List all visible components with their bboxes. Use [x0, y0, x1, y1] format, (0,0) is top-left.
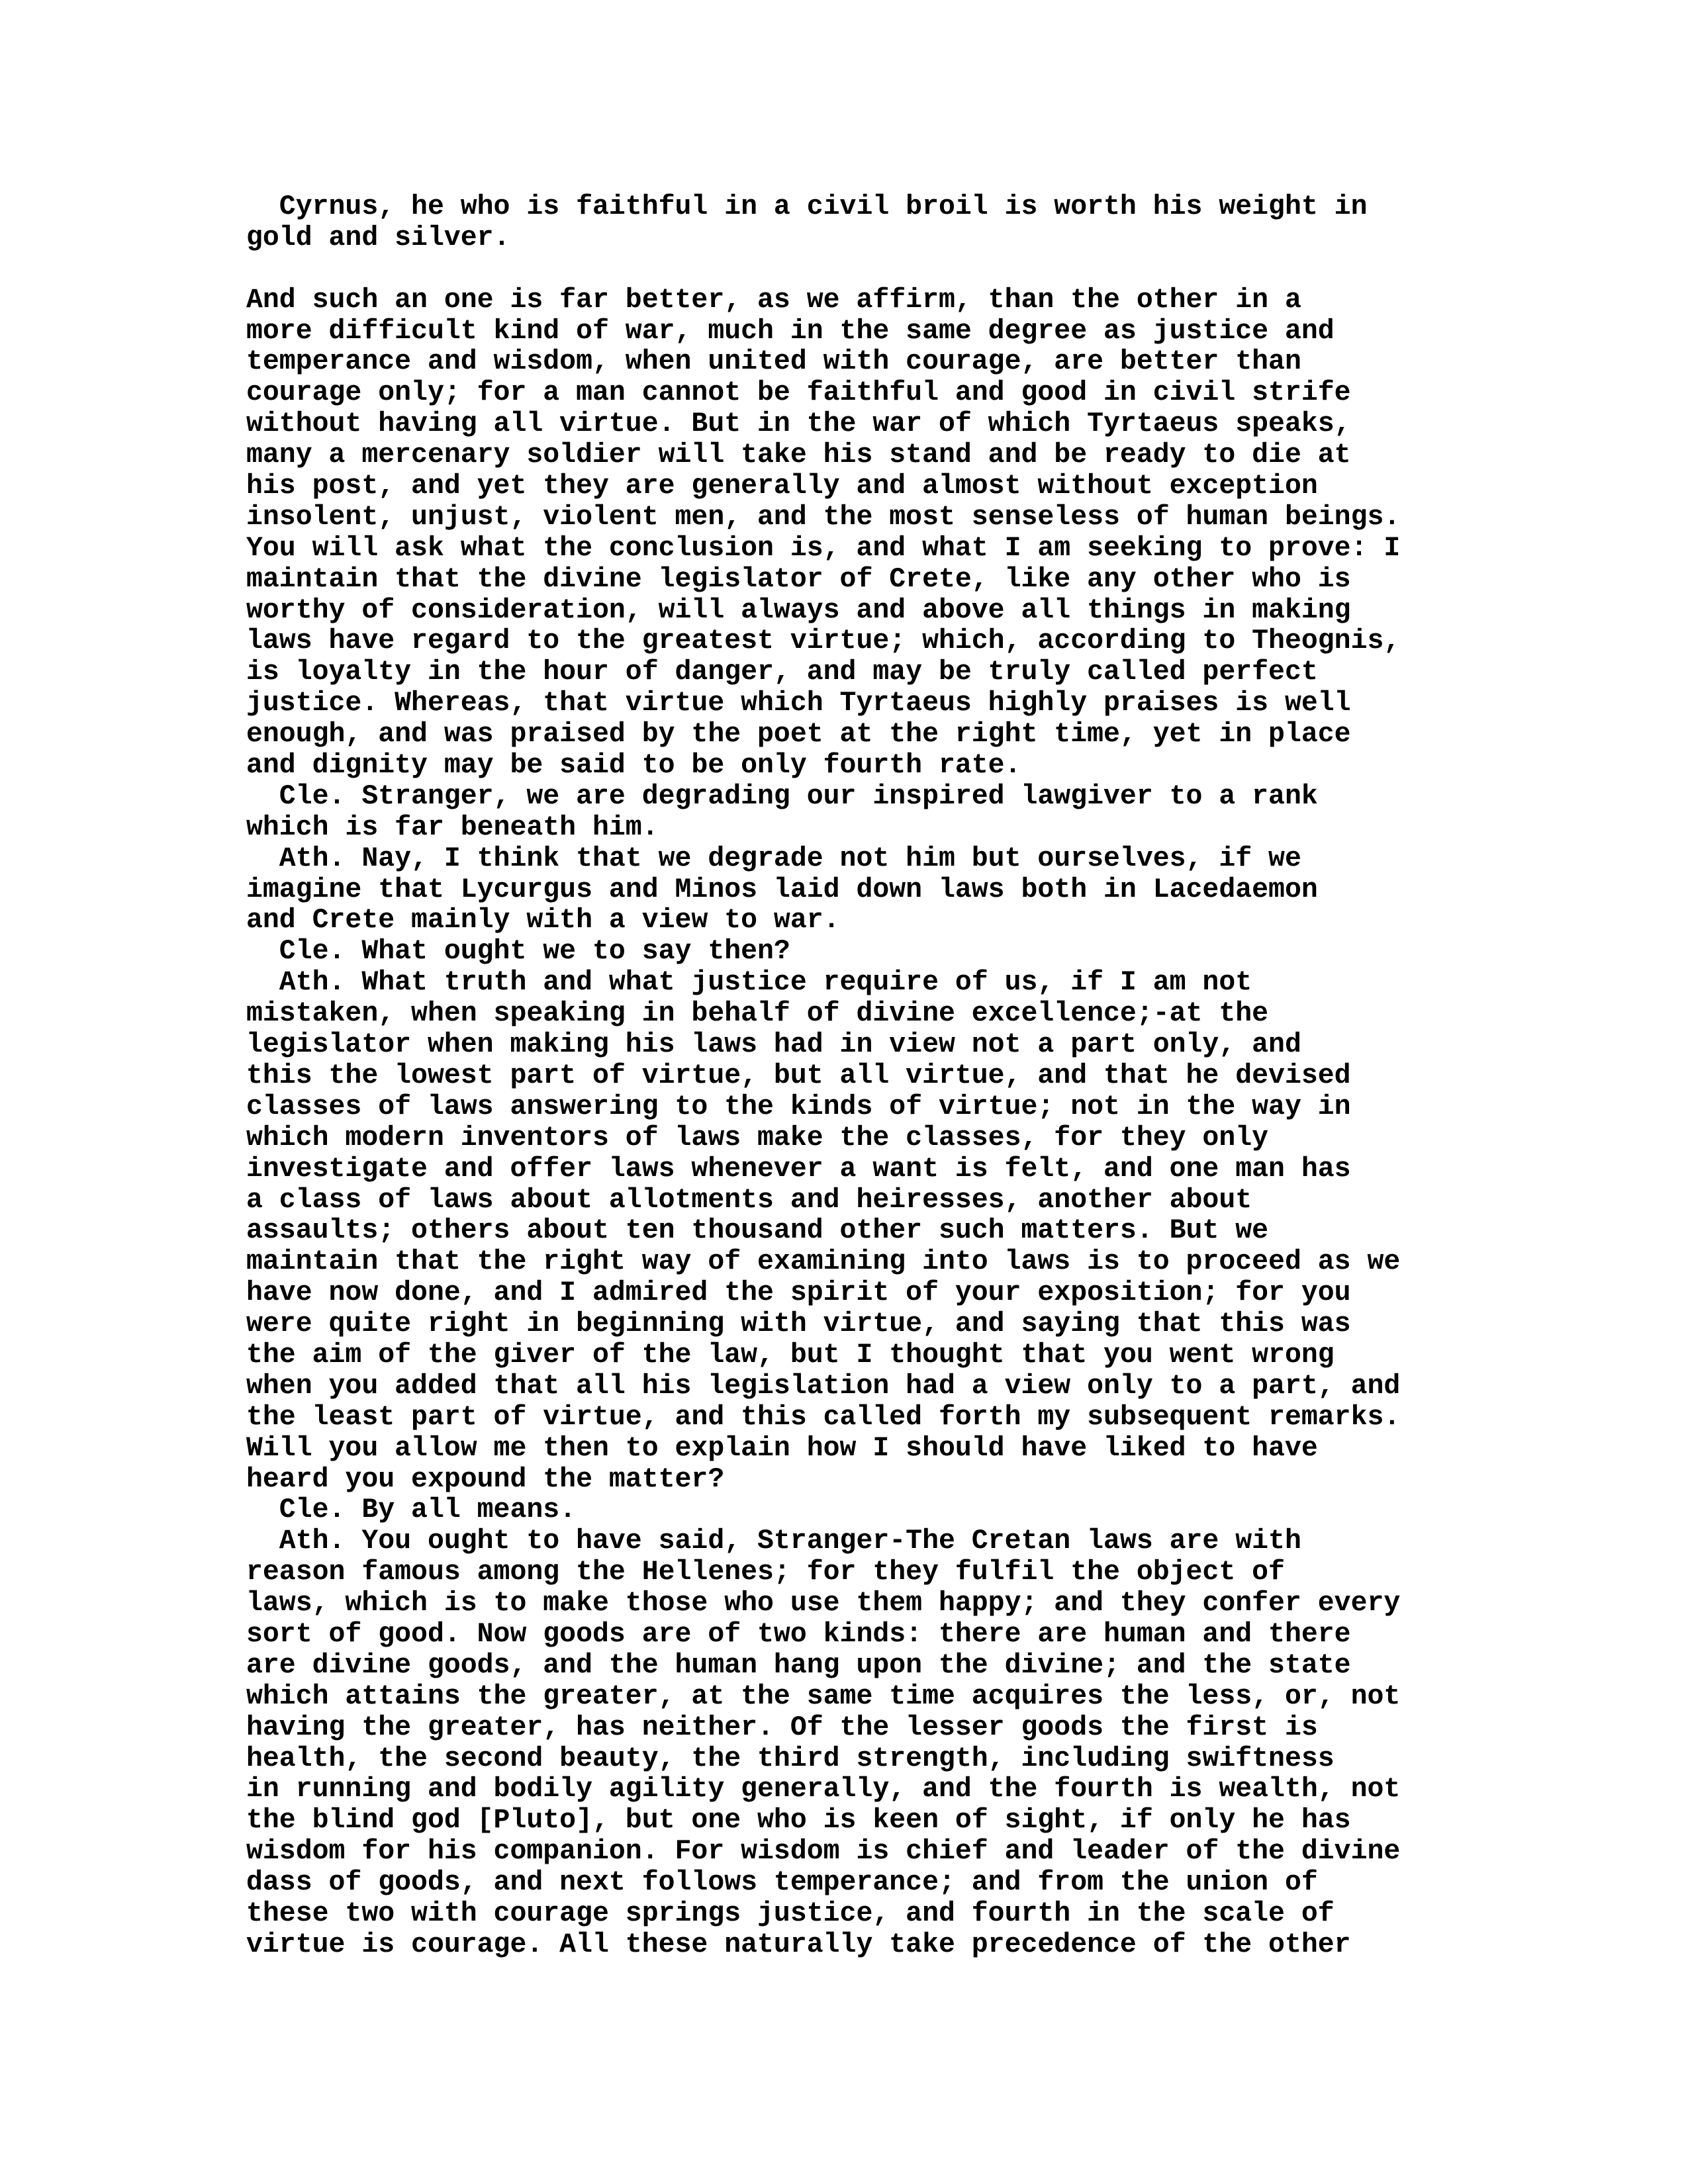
text-line: Ath. Nay, I think that we degrade not him but ourselves, if we — [246, 842, 1301, 874]
text-line: temperance and wisdom, when united with courage, are better than — [246, 346, 1301, 378]
text-line: imagine that Lycurgus and Minos laid down laws both in Lacedaemon — [246, 874, 1318, 905]
text-line: insolent, unjust, violent men, and the most senseless of human beings. — [246, 501, 1401, 533]
text-line: which attains the greater, at the same time acquires the less, or, not — [246, 1680, 1401, 1712]
text-line: Ath. What truth and what justice require of us, if I am not — [246, 967, 1252, 999]
text-line — [246, 254, 1669, 285]
text-line: Cle. By all means. — [246, 1494, 577, 1526]
text-line: Ath. You ought to have said, Stranger-The Cretan laws are with — [246, 1525, 1301, 1557]
text-line: more difficult kind of war, much in the same degree as justice and — [246, 315, 1335, 347]
text-line: courage only; for a man cannot be faithful and good in civil strife — [246, 377, 1351, 409]
text-line: laws, which is to make those who use them happy; and they confer every — [246, 1588, 1401, 1619]
text-line: reason famous among the Hellenes; for they fulfil the object of — [246, 1557, 1285, 1588]
text-line: legislator when making his laws had in view not a part only, and — [246, 1029, 1301, 1061]
text-line: assaults; others about ten thousand other such matters. But we — [246, 1215, 1269, 1247]
text-line: a class of laws about allotments and heiresses, another about — [246, 1184, 1252, 1216]
text-line: gold and silver. — [246, 222, 510, 253]
text-line: health, the second beauty, the third strength, including swiftness — [246, 1743, 1335, 1774]
text-line: in running and bodily agility generally, and the fourth is wealth, not — [246, 1774, 1401, 1805]
text-line: the aim of the giver of the law, but I thought that you went wrong — [246, 1339, 1335, 1371]
text-line: and Crete mainly with a view to war. — [246, 905, 840, 936]
text-line: dass of goods, and next follows temperance; and from the union of — [246, 1867, 1318, 1899]
text-line: the blind god [Pluto], but one who is keen of sight, if only he has — [246, 1805, 1351, 1837]
text-line: Cyrnus, he who is faithful in a civil broil is worth his weight in — [246, 191, 1368, 222]
text-line: laws have regard to the greatest virtue; which, according to Theognis, — [246, 625, 1401, 657]
text-line: mistaken, when speaking in behalf of divine excellence;-at the — [246, 998, 1269, 1030]
text-line: Cle. What ought we to say then? — [246, 936, 790, 968]
text-line: virtue is courage. All these naturally take precedence of the other — [246, 1929, 1351, 1960]
text-line: maintain that the divine legislator of Crete, like any other who is — [246, 563, 1351, 595]
text-line: investigate and offer laws whenever a want is felt, and one man has — [246, 1153, 1351, 1185]
text-line: You will ask what the conclusion is, and what I am seeking to prove: I — [246, 532, 1401, 564]
text-line: have now done, and I admired the spirit of your exposition; for you — [246, 1277, 1351, 1309]
text-line: wisdom for his companion. For wisdom is chief and leader of the divine — [246, 1836, 1401, 1868]
text-line: And such an one is far better, as we affirm, than the other in a — [246, 284, 1301, 316]
text-line: are divine goods, and the human hang upon the divine; and the state — [246, 1649, 1351, 1681]
text-line: without having all virtue. But in the war of which Tyrtaeus speaks, — [246, 408, 1351, 440]
text-line: this the lowest part of virtue, but all virtue, and that he devised — [246, 1060, 1351, 1091]
body-text — [246, 192, 1669, 1961]
text-line: sort of good. Now goods are of two kinds: there are human and there — [246, 1618, 1351, 1650]
text-line: and dignity may be said to be only fourth rate. — [246, 750, 1021, 782]
text-line: is loyalty in the hour of danger, and may be truly called perfect — [246, 657, 1318, 688]
text-line: Cle. Stranger, we are degrading our inspired lawgiver to a rank — [246, 780, 1318, 812]
text-line: justice. Whereas, that virtue which Tyrtaeus highly praises is well — [246, 688, 1351, 719]
text-line: heard you expound the matter? — [246, 1463, 725, 1495]
text-line: enough, and was praised by the poet at the right time, yet in place — [246, 719, 1351, 751]
text-line: the least part of virtue, and this called forth my subsequent remarks. — [246, 1401, 1401, 1433]
text-line: which is far beneath him. — [246, 811, 659, 843]
text-line: were quite right in beginning with virtue, and saying that this was — [246, 1308, 1351, 1340]
text-line: many a mercenary soldier will take his stand and be ready to die at — [246, 439, 1351, 471]
text-line: worthy of consideration, will always and above all things in making — [246, 594, 1351, 626]
text-line: these two with courage springs justice, and fourth in the scale of — [246, 1897, 1335, 1929]
text-line: which modern inventors of laws make the classes, for they only — [246, 1122, 1269, 1154]
text-line: when you added that all his legislation had a view only to a part, and — [246, 1370, 1401, 1402]
text-line: maintain that the right way of examining into laws is to proceed as we — [246, 1246, 1401, 1278]
text-line: Will you allow me then to explain how I should have liked to have — [246, 1432, 1318, 1464]
text-line: having the greater, has neither. Of the lesser goods the first is — [246, 1711, 1318, 1743]
text-line: classes of laws answering to the kinds of virtue; not in the way in — [246, 1091, 1351, 1122]
text-line: his post, and yet they are generally and almost without exception — [246, 471, 1318, 502]
